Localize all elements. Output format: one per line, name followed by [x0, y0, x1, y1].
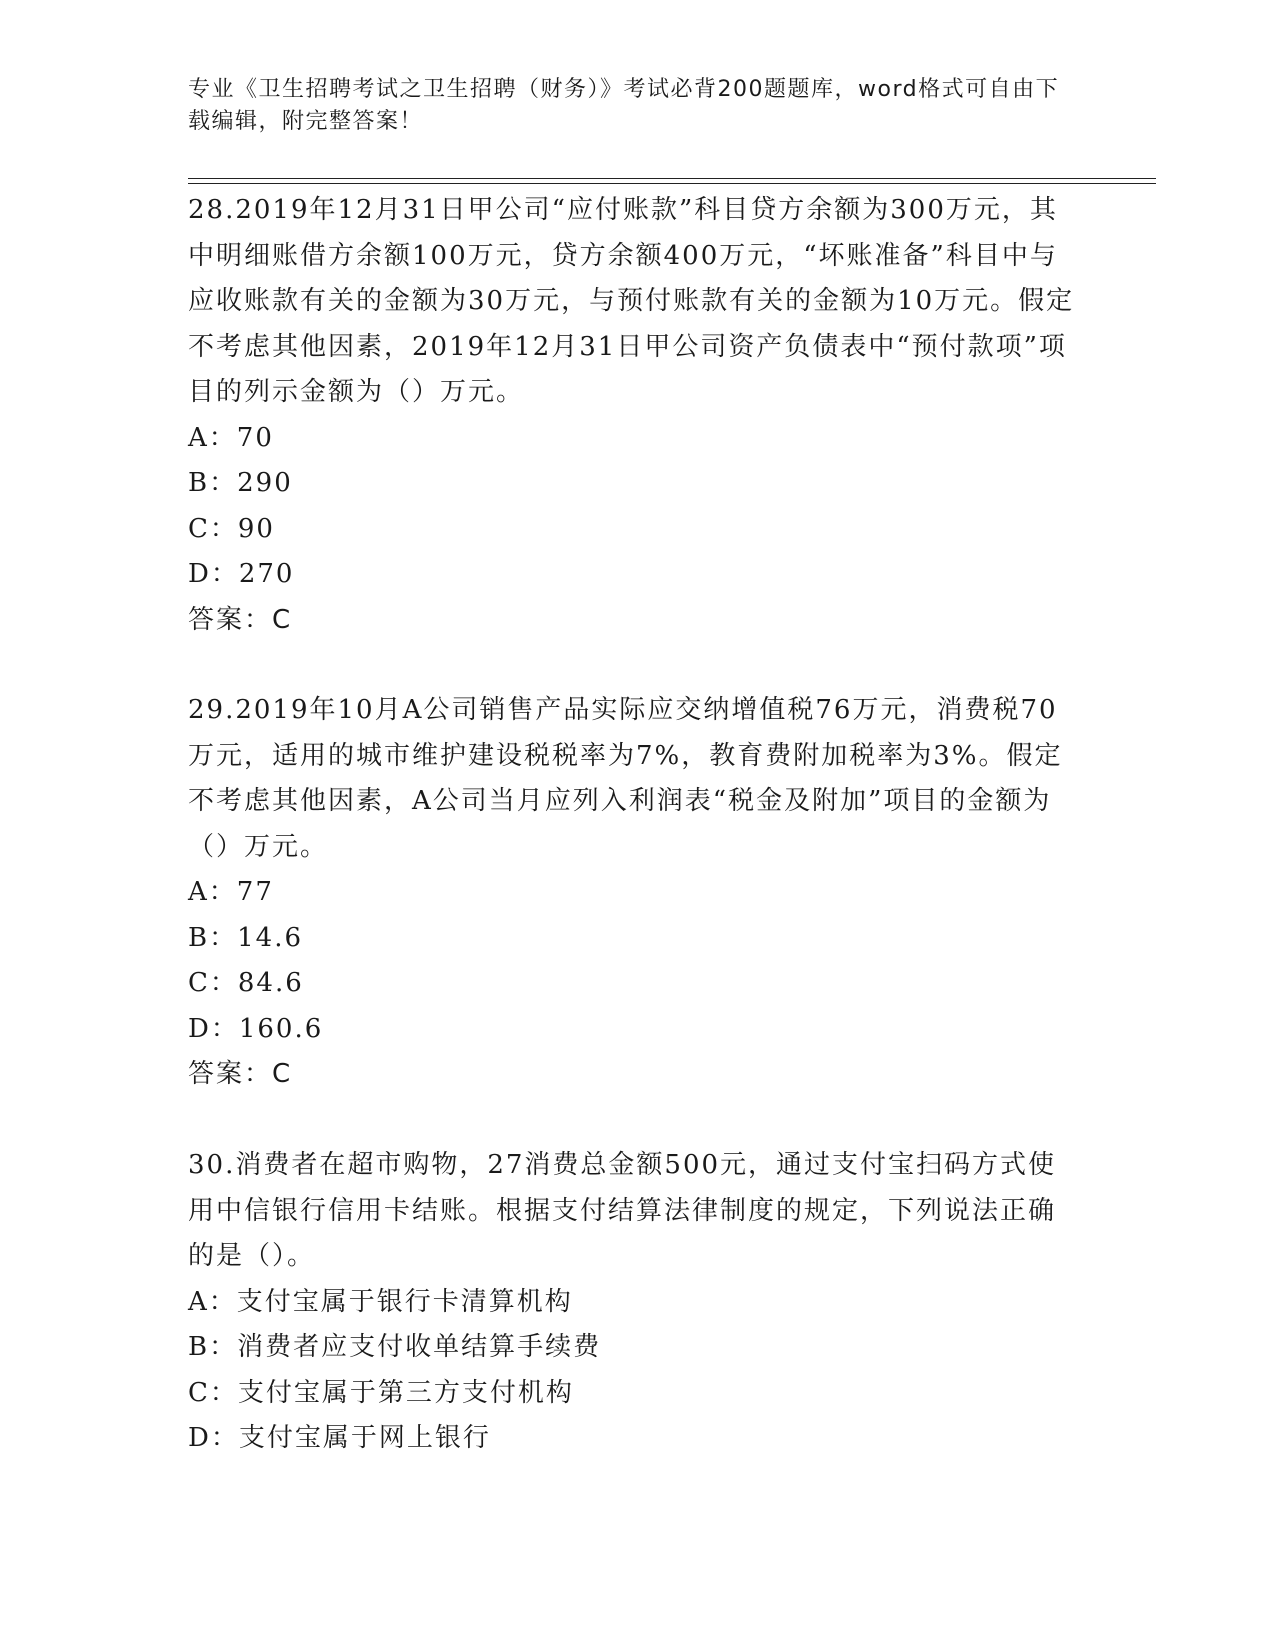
option-a: A：77 — [188, 877, 274, 907]
header-divider-top — [188, 178, 1156, 179]
question-28 — [188, 188, 1083, 643]
option-c: C：90 — [188, 513, 275, 544]
document-header: 专业《卫生招聘考试之卫生招聘（财务）》考试必背200题题库，word格式可自由下载编辑，附完整答案！ — [188, 77, 1060, 134]
option-b: B：消费者应支付收单结算手续费 — [188, 1332, 602, 1362]
question-30 — [188, 1143, 1083, 1462]
option-a: A：支付宝属于银行卡清算机构 — [188, 1286, 573, 1317]
question-text: 29.2019年10月A公司销售产品实际应交纳增值税76万元，消费税70万元，适用的城市维护建设税税率为7%，教育费附加税率为3%。假定不考虑其他因素，A公司当月应列入利润表“税金及附加”项目的金额为（）万元。 — [188, 695, 1063, 862]
option-c: C：84.6 — [188, 968, 304, 998]
option-d: D：支付宝属于网上银行 — [188, 1423, 491, 1453]
option-b: B：290 — [188, 468, 293, 498]
answer-line: 答案：C — [188, 1059, 293, 1089]
header-divider-bottom — [188, 183, 1156, 184]
option-list — [188, 416, 1083, 598]
option-list — [188, 870, 1083, 1052]
option-d: D：270 — [188, 559, 295, 589]
option-d: D：160.6 — [188, 1013, 324, 1044]
question-29 — [188, 688, 1083, 1098]
answer-line: 答案：C — [188, 604, 293, 635]
question-text: 30.消费者在超市购物，27消费总金额500元，通过支付宝扫码方式使用中信银行信用卡结账。根据支付结算法律制度的规定，下列说法正确的是（）。 — [188, 1150, 1057, 1271]
option-b: B：14.6 — [188, 922, 303, 953]
option-a: A：70 — [188, 422, 274, 453]
question-text: 28.2019年12月31日甲公司“应付账款”科目贷方余额为300万元，其中明细账借方余额100万元，贷方余额400万元，“坏账准备”科目中与应收账款有关的金额为30万元，与预付账款有关的金额为10万元。假定不考虑其他因素，2019年12月31日甲公司资产负债表中“预付款项”项目的列示金额为（）万元。 — [188, 195, 1075, 407]
option-c: C：支付宝属于第三方支付机构 — [188, 1377, 574, 1408]
option-list — [188, 1280, 1083, 1462]
